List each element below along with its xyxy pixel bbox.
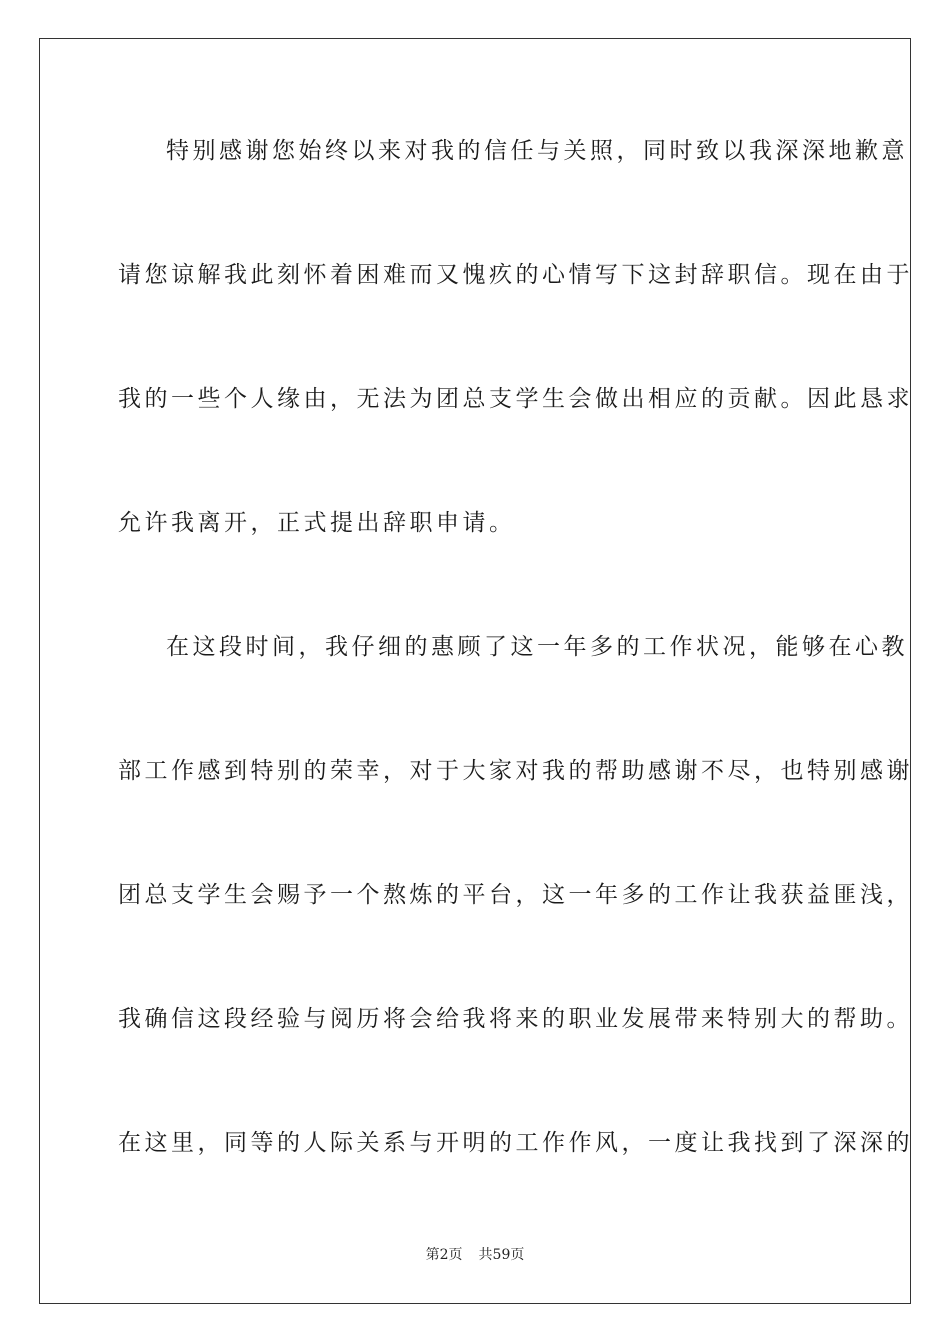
paragraph-1-line-4: 允许我离开，正式提出辞职申请。 bbox=[118, 510, 516, 536]
paragraph-2-line-2: 部工作感到特别的荣幸，对于大家对我的帮助感谢不尽，也特别感谢 bbox=[118, 758, 913, 784]
page-number: 第2页 bbox=[425, 1247, 463, 1263]
paragraph-2-line-1: 在这段时间，我仔细的惠顾了这一年多的工作状况，能够在心教 bbox=[166, 634, 908, 660]
paragraph-1-line-3: 我的一些个人缘由，无法为团总支学生会做出相应的贡献。因此恳求 bbox=[118, 386, 913, 412]
paragraph-2-line-5: 在这里，同等的人际关系与开明的工作作风，一度让我找到了深深的 bbox=[118, 1130, 913, 1156]
paragraph-2-line-4: 我确信这段经验与阅历将会给我将来的职业发展带来特别大的帮助。 bbox=[118, 1006, 913, 1032]
page-total: 共59页 bbox=[478, 1247, 525, 1263]
paragraph-1-line-1: 特别感谢您始终以来对我的信任与关照，同时致以我深深地歉意 bbox=[166, 138, 908, 164]
page-footer bbox=[0, 1245, 950, 1265]
page-frame bbox=[39, 38, 911, 1304]
paragraph-1-line-2: 请您谅解我此刻怀着困难而又愧疚的心情写下这封辞职信。现在由于 bbox=[118, 262, 913, 288]
paragraph-2-line-3: 团总支学生会赐予一个熬炼的平台，这一年多的工作让我获益匪浅， bbox=[118, 882, 913, 908]
